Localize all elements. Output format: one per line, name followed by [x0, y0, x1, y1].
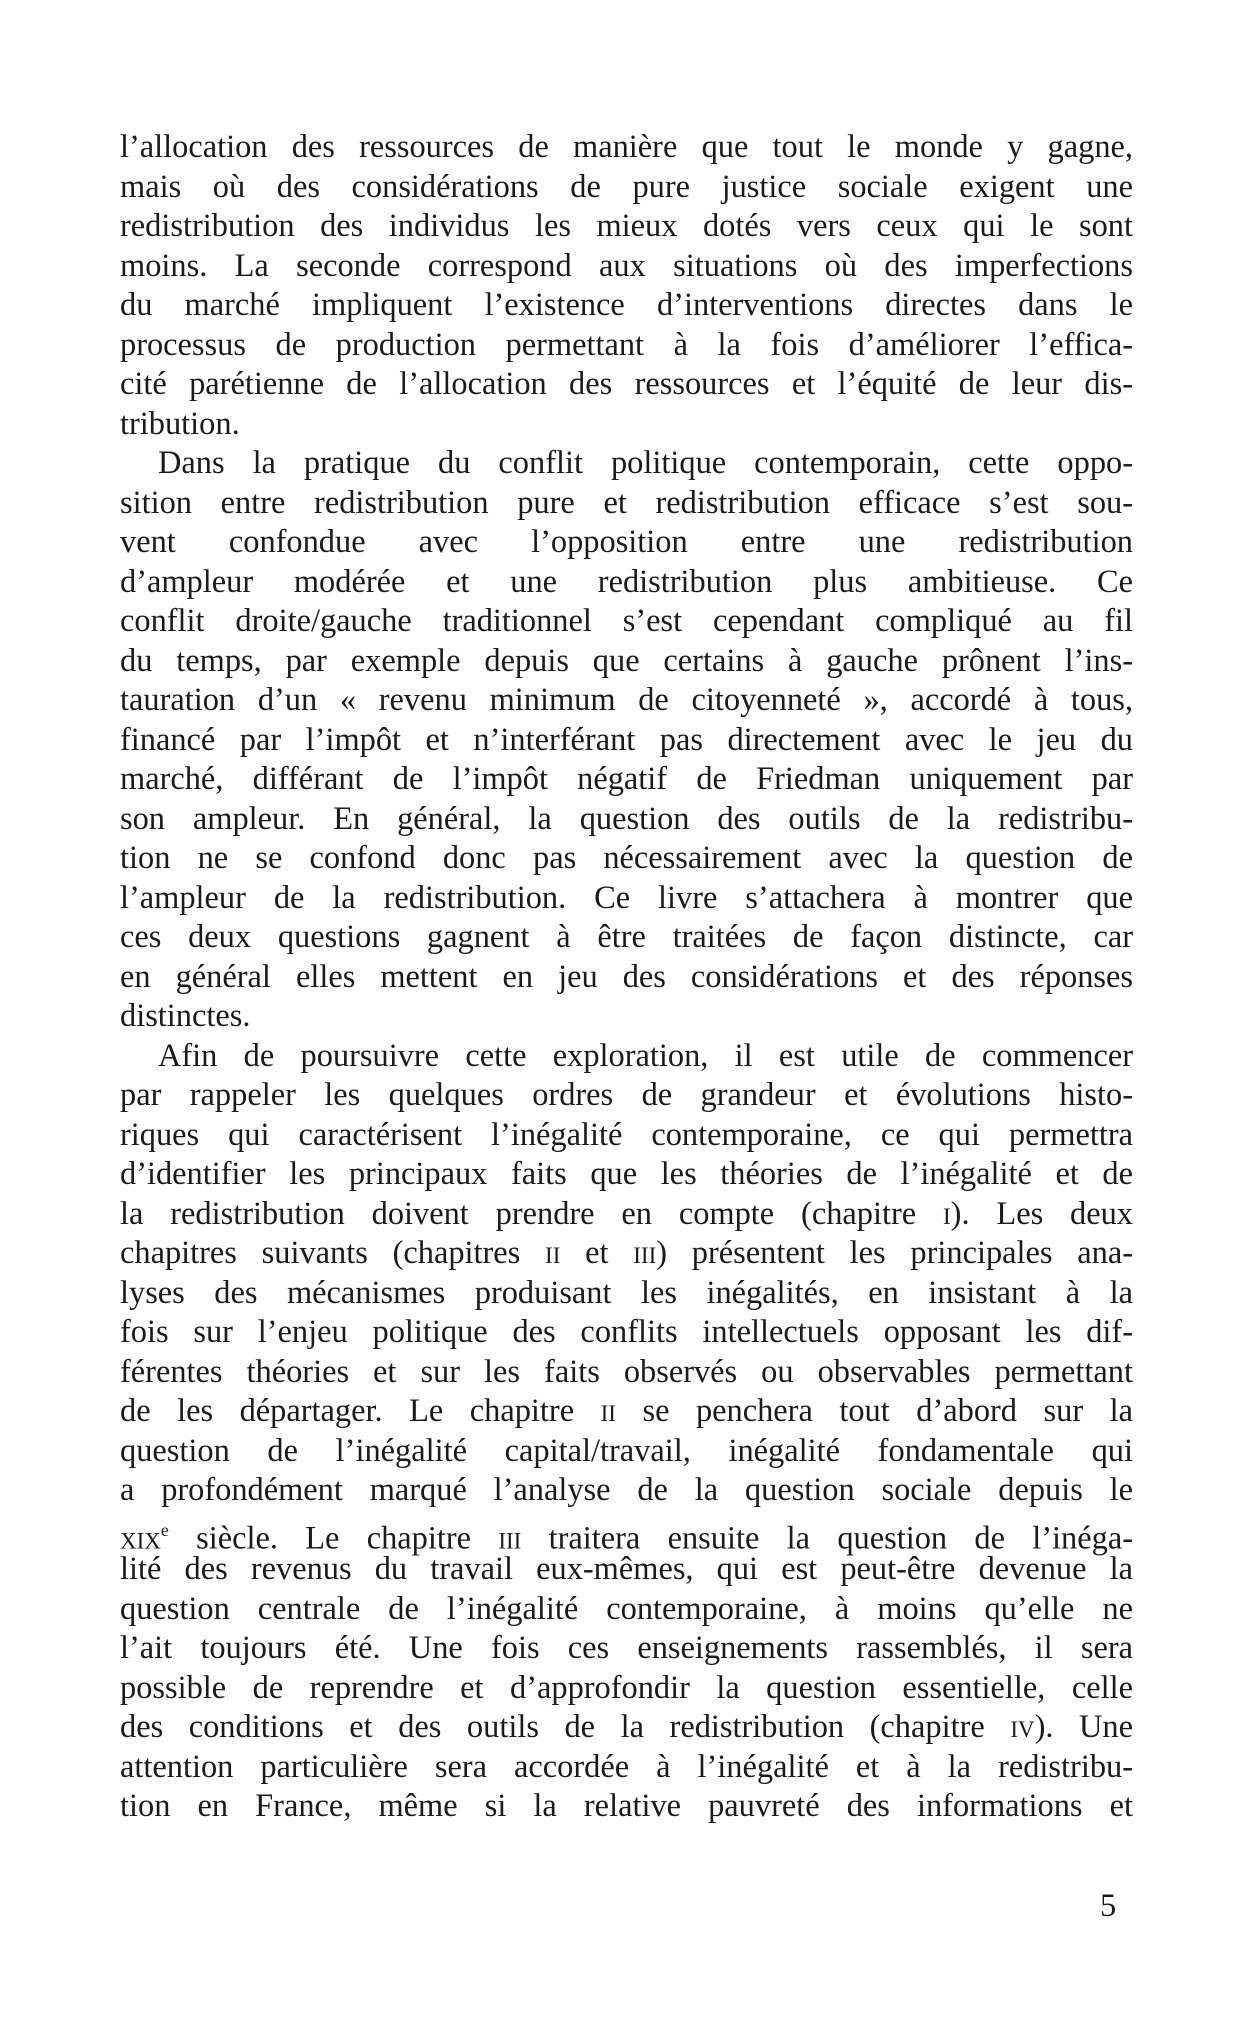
text-line: du temps, par exemple depuis que certains à gauche prônent l’ins-	[120, 642, 1133, 679]
text-line: de les départager. Le chapitre ii se penchera tout d’abord sur la	[120, 1393, 1134, 1429]
text-line: question centrale de l’inégalité contemporaine, à moins qu’elle ne	[120, 1590, 1133, 1627]
paragraph	[120, 128, 1133, 444]
text-line: lyses des mécanismes produisant les inégalités, en insistant à la	[120, 1274, 1133, 1311]
text-line: redistribution des individus les mieux dotés vers ceux qui le sont	[120, 208, 1133, 244]
text-line: ces deux questions gagnent à être traitées de façon distincte, car	[120, 919, 1133, 955]
text-line: tion en France, même si la relative pauvreté des informations et	[120, 1788, 1133, 1824]
text-line: d’identifier les principaux faits que les théories de l’inégalité et de	[120, 1156, 1133, 1192]
page-body	[120, 128, 1133, 1827]
text-line: l’ait toujours été. Une fois ces enseignements rassemblés, il sera	[120, 1630, 1133, 1666]
text-line: attention particulière sera accordée à l’inégalité et à la redistribu-	[120, 1748, 1133, 1785]
text-line: possible de reprendre et d’approfondir la question essentielle, celle	[120, 1669, 1133, 1706]
text-line: par rappeler les quelques ordres de grandeur et évolutions histo-	[120, 1077, 1133, 1113]
text-line: lité des revenus du travail eux-mêmes, qui est peut-être devenue la	[120, 1551, 1133, 1587]
page-number: 5	[1100, 1888, 1117, 1924]
text-line: chapitres suivants (chapitres ii et iii) présentent les principales ana-	[120, 1235, 1133, 1271]
text-line: du marché impliquent l’existence d’interventions directes dans le	[120, 287, 1133, 323]
text-line: des conditions et des outils de la redistribution (chapitre iv). Une	[120, 1709, 1134, 1745]
text-line: marché, différant de l’impôt négatif de Friedman uniquement par	[120, 761, 1133, 797]
text-line: conflit droite/gauche traditionnel s’est cependant compliqué au fil	[120, 603, 1133, 639]
text-line: Afin de poursuivre cette exploration, il est utile de commencer	[158, 1037, 1133, 1074]
text-line: l’allocation des ressources de manière que tout le monde y gagne,	[120, 129, 1133, 165]
text-line: a profondément marqué l’analyse de la question sociale depuis le	[120, 1472, 1133, 1508]
text-line: d’ampleur modérée et une redistribution plus ambitieuse. Ce	[120, 563, 1133, 600]
text-line: question de l’inégalité capital/travail, inégalité fondamentale qui	[120, 1432, 1133, 1469]
text-line: sition entre redistribution pure et redistribution efficace s’est sou-	[120, 484, 1133, 521]
text-line: fois sur l’enjeu politique des conflits intellectuels opposant les dif-	[120, 1314, 1133, 1350]
text-line: vent confondue avec l’opposition entre une redistribution	[120, 524, 1133, 560]
text-line: tribution.	[120, 405, 240, 442]
paragraph	[120, 1037, 1133, 1827]
text-line: la redistribution doivent prendre en compte (chapitre i). Les deux	[120, 1195, 1134, 1232]
text-line: tauration d’un « revenu minimum de citoyenneté », accordé à tous,	[120, 682, 1133, 718]
text-line: tion ne se confond donc pas nécessairement avec la question de	[120, 840, 1133, 876]
text-line: financé par l’impôt et n’interférant pas directement avec le jeu du	[120, 721, 1133, 758]
paragraph	[120, 444, 1133, 1037]
text-line: cité parétienne de l’allocation des ressources et l’équité de leur dis-	[120, 366, 1133, 402]
text-line: distinctes.	[120, 998, 251, 1034]
text-line: riques qui caractérisent l’inégalité contemporaine, ce qui permettra	[120, 1116, 1133, 1153]
text-line: processus de production permettant à la fois d’améliorer l’effica-	[120, 326, 1133, 363]
text-line: férentes théories et sur les faits observés ou observables permettant	[120, 1353, 1133, 1390]
text-line: l’ampleur de la redistribution. Ce livre s’attachera à montrer que	[120, 879, 1133, 916]
text-line: son ampleur. En général, la question des outils de la redistribu-	[120, 800, 1133, 837]
text-line: Dans la pratique du conflit politique contemporain, cette oppo-	[158, 445, 1133, 481]
text-line: moins. La seconde correspond aux situations où des imperfections	[120, 247, 1133, 284]
text-line: mais où des considérations de pure justice sociale exigent une	[120, 168, 1133, 205]
text-line: xix$^e$ siècle. Le chapitre iii traitera ensuite la question de l’inéga-	[120, 1519, 1133, 1556]
text-line: en général elles mettent en jeu des considérations et des réponses	[120, 958, 1133, 995]
